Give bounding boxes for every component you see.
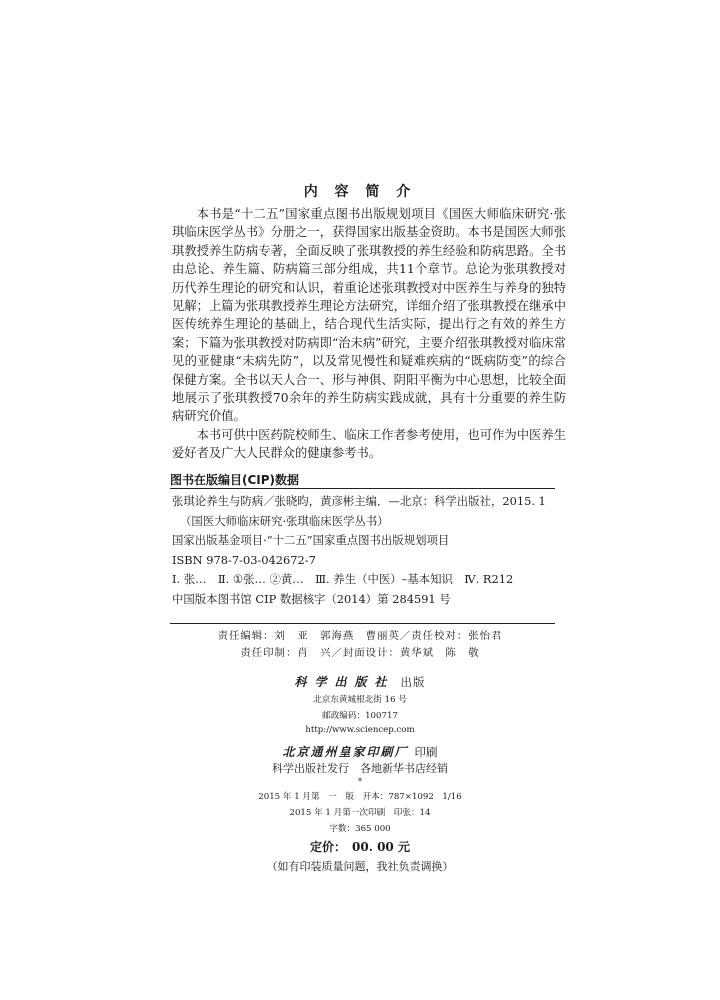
summary-body xyxy=(172,205,566,463)
cip-line-fund: 国家出版基金项目·“十二五”国家重点图书出版规划项目 xyxy=(172,533,450,547)
publisher-postcode: 邮政编码：100717 xyxy=(322,711,398,721)
cip-line-series: （国医大师临床研究·张琪临床医学丛书） xyxy=(180,513,389,528)
price-label: 定价： xyxy=(310,840,347,854)
credits-editors: 责任编辑：刘 亚 郭海燕 曹丽英／责任校对：张怡君 xyxy=(217,630,503,642)
cip-block xyxy=(172,492,552,609)
price-line xyxy=(0,838,720,855)
cip-line-isbn: ISBN 978-7-03-042672-7 xyxy=(172,552,316,567)
quality-notice: （如有印装质量问题，我社负责调换） xyxy=(266,860,454,873)
distribution-line: 科学出版社发行 各地新华书店经销 xyxy=(272,762,448,775)
printer-logo-text: 北京通州皇家印刷厂 xyxy=(282,745,409,759)
separator-mark: * xyxy=(357,777,363,787)
printer-suffix: 印刷 xyxy=(414,745,438,759)
publisher-line xyxy=(0,671,720,690)
price-value: 00. 00 元 xyxy=(352,840,410,854)
publisher-address: 北京东黄城根北街 16 号 xyxy=(313,695,407,705)
cip-bottom-rule xyxy=(170,623,555,624)
publisher-suffix: 出版 xyxy=(400,675,426,689)
summary-paragraph-2: 本书可供中医药院校师生、临床工作者参考使用，也可作为中医养生爱好者及广大人民群众的健康参考书。 xyxy=(172,427,566,461)
summary-title: 内 容 简 介 xyxy=(303,184,417,200)
cip-heading: 图书在版编目(CIP)数据 xyxy=(170,473,300,487)
cip-line-classification: Ⅰ. 张… Ⅱ. ①张… ②黄… Ⅲ. 养生（中医）–基本知识 Ⅳ. R212 xyxy=(172,572,514,586)
printing-line: 2015 年 1 月第一次印刷 印张：14 xyxy=(289,808,431,818)
credits-production: 责任印制：肖 兴／封面设计：黄华斌 陈 敬 xyxy=(240,647,480,659)
printer-line xyxy=(0,741,720,760)
cip-line-title: 张琪论养生与防病／张晓昀，黄彦彬主编．—北京：科学出版社，2015. 1 xyxy=(172,494,546,508)
wordcount-line: 字数：365 000 xyxy=(329,824,391,834)
cip-line-record: 中国版本图书馆 CIP 数据核字（2014）第 284591 号 xyxy=(172,591,451,606)
publisher-website: http://www.sciencep.com xyxy=(305,725,415,735)
publisher-logo-text: 科学出版社 xyxy=(294,675,395,689)
cip-top-rule xyxy=(170,488,555,489)
summary-paragraph-1: 本书是“十二五”国家重点图书出版规划项目《国医大师临床研究·张琪临床医学丛书》分册之一，获得国家出版基金资助。本书是国医大师张琪教授养生防病专著，全面反映了张琪教授的养生经验和防病思路。全书由总论、养生篇、防病篇三部分组成，共11个章节。总论为张琪教授对历代养生理论的研究和认识，着重论述张琪教授对中医养生与养身的独特见解；上篇为张琪教授养生理论方法研究，详细介绍了张琪教授在继承中医传统养生理论的基础上，结合现代生活实际，提出行之有效的养生方案；下篇为张琪教授对防病即“治未病”研究，主要介绍张琪教授对临床常见的亚健康“未病先防”，以及常见慢性和疑难疾病的“既病防变”的综合保健方案。全书以天人合一、形与神俱、阴阳平衡为中心思想，比较全面地展示了张琪教授70余年的养生防病实践成就，具有十分重要的养生防病研究价值。 xyxy=(172,207,566,424)
edition-line: 2015 年 1 月第 一 版 开本：787×1092 1/16 xyxy=(258,792,462,802)
